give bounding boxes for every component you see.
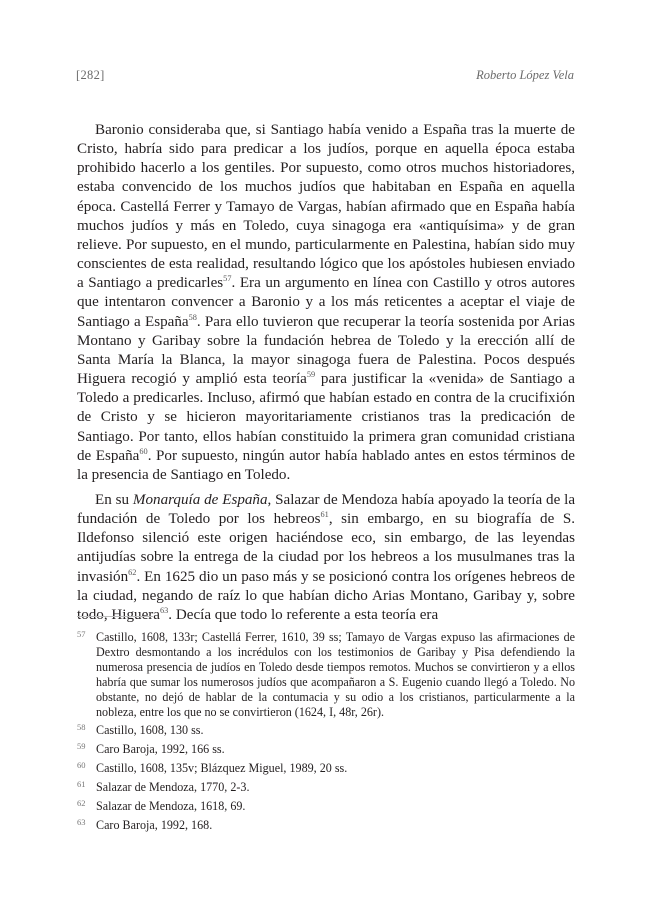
footnote bbox=[77, 742, 575, 757]
footnote-number: 60 bbox=[77, 760, 86, 771]
running-head-author: Roberto López Vela bbox=[476, 68, 574, 82]
paragraph-text: . Para ello tuvieron que recuperar la teoría sostenida por Arias Montano y Garibay sobre la fundación hebrea de Toledo y la erección allí de Santa María la Blanca, la mayor sinagoga fuera de Palestina. Pocos después Higuera recogió y amplió esta teoría bbox=[77, 313, 575, 388]
footnote-number: 62 bbox=[77, 798, 86, 809]
main-text bbox=[77, 121, 575, 625]
footnote-text: Castillo, 1608, 135v; Blázquez Miguel, 1989, 20 ss. bbox=[96, 761, 348, 776]
footnote-number: 57 bbox=[77, 629, 86, 639]
footnote-text: Salazar de Mendoza, 1770, 2-3. bbox=[96, 780, 250, 795]
paragraph-text: . Por supuesto, ningún autor había hablado antes en estos términos de la presencia de Santiago en Toledo. bbox=[77, 447, 575, 483]
footnote-text: Castillo, 1608, 130 ss. bbox=[96, 723, 204, 738]
footnotes bbox=[77, 630, 575, 837]
footnote-number: 58 bbox=[77, 722, 86, 733]
footnote-reference: 58 bbox=[188, 312, 197, 322]
body-paragraph bbox=[77, 121, 575, 485]
footnote bbox=[77, 799, 575, 814]
body-paragraph bbox=[77, 491, 575, 625]
paragraph-text: para justificar la «venida» de Santiago a Toledo a predicarles. Incluso, afirmó que habían estado en contra de la crucifixión de Cristo y se hicieron mayoritariamente cristianos tras la predicación de Santiago. Por tanto, ellos habían constituido la primera gran comunidad cristiana de España bbox=[77, 371, 575, 464]
paragraph-text: En su bbox=[95, 491, 133, 508]
paragraph-text: . Era un argumento en línea con Castillo y otros autores que intentaron convencer a Baronio y a los más reticentes a aceptar el viaje de Santiago a España bbox=[77, 275, 575, 330]
footnote-text: Caro Baroja, 1992, 168. bbox=[96, 817, 213, 832]
paragraph-text: , Salazar de Mendoza había apoyado la teoría de la fundación de Toledo por los hebreos bbox=[77, 491, 576, 528]
footnote-reference: 62 bbox=[128, 567, 137, 577]
footnote bbox=[77, 761, 575, 776]
page-number: [282] bbox=[76, 68, 105, 82]
footnote-number: 63 bbox=[77, 816, 86, 827]
footnote bbox=[77, 723, 575, 738]
footnote-text: Castillo, 1608, 133r; Castellá Ferrer, 1610, 39 ss; Tamayo de Vargas expuso las afirmaciones de Dextro desmontando a los incrédulos con los testimonios de Garibay y Pisa defendiendo la numerosa presencia de judíos en Toledo desde tiempos remotos. Muchos se convirtieron y a ellos habría que sumar los numerosos judíos que acompañaron a S. Eugenio cuando llegó a Toledo. No obstante, no dejó de hablar de la contumacia y su odio a los cristianos, particularmente a la nobleza, entre los que no se convirtieron (1624, I, 48r, 26r). bbox=[96, 630, 575, 719]
footnote-text: Caro Baroja, 1992, 166 ss. bbox=[96, 742, 225, 757]
footnote-reference: 63 bbox=[160, 605, 169, 615]
footnote-reference: 59 bbox=[306, 369, 316, 379]
paragraph-text: . Decía que todo lo referente a esta teoría era bbox=[168, 606, 439, 623]
footnote-number: 59 bbox=[77, 741, 86, 752]
footnote bbox=[77, 630, 575, 719]
footnote-reference: 60 bbox=[139, 446, 148, 456]
footnote bbox=[77, 818, 575, 833]
page-header bbox=[76, 68, 574, 90]
footnote-number: 61 bbox=[77, 779, 86, 790]
book-title: Monarquía de España bbox=[132, 491, 268, 508]
footnote-reference: 57 bbox=[223, 274, 232, 284]
paragraph-text: . En 1625 dio un paso más y se posicionó contra los orígenes hebreos de la ciudad, negando de raíz lo que habían dicho Arias Montano, Garibay y, sobre todo, Higuera bbox=[77, 568, 575, 623]
paragraph-text: , sin embargo, en su biografía de S. Ildefonso silenció este origen haciéndose eco, sin embargo, de las leyendas antijudías sobre la entrega de la ciudad por los hebreos a los musulmanes tras la invasión bbox=[77, 511, 575, 585]
footnote-text: Salazar de Mendoza, 1618, 69. bbox=[96, 799, 246, 814]
footnote-reference: 61 bbox=[320, 509, 329, 519]
footnote-separator bbox=[77, 616, 153, 617]
paragraph-text: Baronio consideraba que, si Santiago había venido a España tras la muerte de Cristo, habría sido para predicar a los judíos, porque en aquella época estaba prohibido hacerlo a los gentiles. Por supuesto, como otros muchos historiadores, estaba convencido de los muchos judíos que habitaban en España en aquella época. Castellá Ferrer y Tamayo de Vargas, habían afirmado que en España había muchos judíos y más en Toledo, cuya sinagoga era «antiquísima» y de gran relieve. Por supuesto, en el mundo, particularmente en Palestina, habían sido muy conscientes de esta realidad, resultando lógico que los apóstoles hubiesen enviado a Santiago a predicarles bbox=[77, 122, 575, 292]
footnote bbox=[77, 780, 575, 795]
